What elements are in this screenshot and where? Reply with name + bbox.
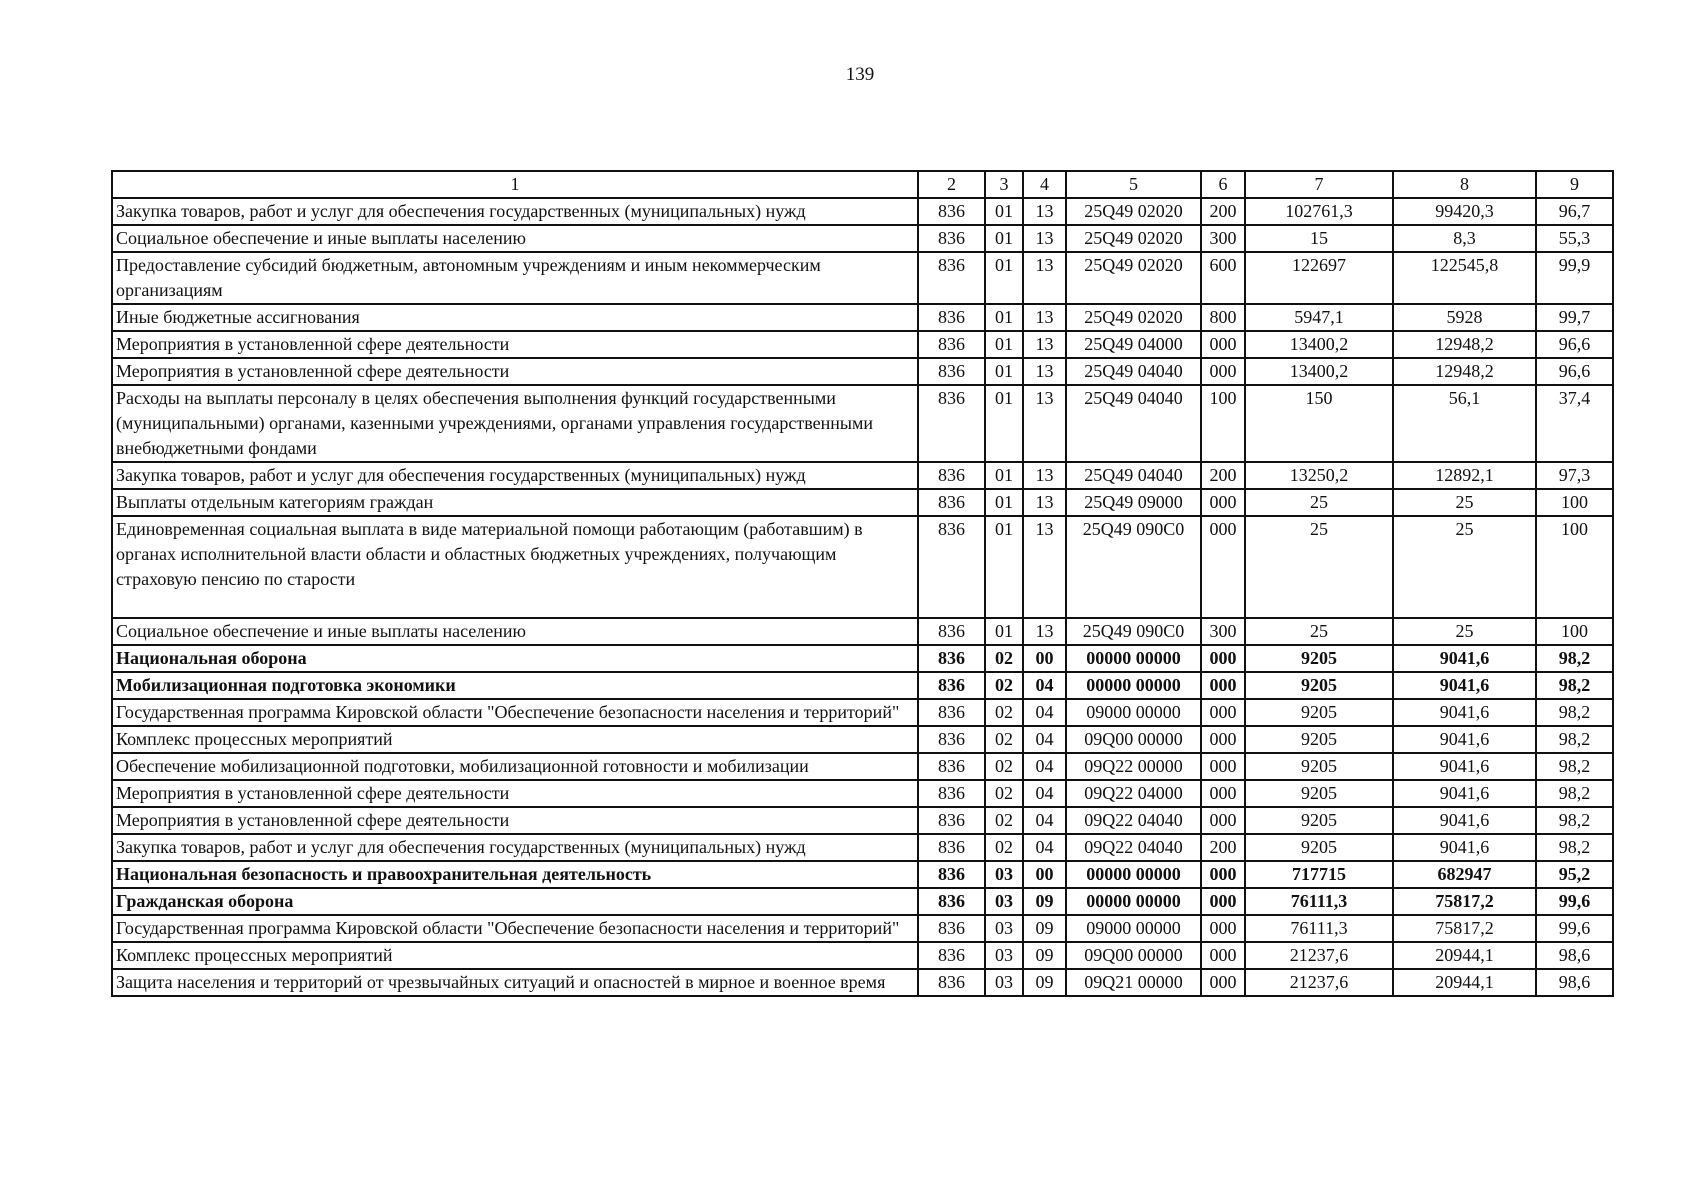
row-executed: 122545,8 <box>1393 252 1536 304</box>
header-col-8: 8 <box>1393 171 1536 198</box>
row-admin-code: 836 <box>918 645 985 672</box>
row-expense-type: 300 <box>1201 618 1245 645</box>
row-expense-type: 000 <box>1201 888 1245 915</box>
row-name: Комплекс процессных мероприятий <box>112 726 918 753</box>
row-admin-code: 836 <box>918 942 985 969</box>
row-admin-code: 836 <box>918 807 985 834</box>
row-executed: 5928 <box>1393 304 1536 331</box>
table-body <box>112 198 1613 996</box>
row-percent: 96,7 <box>1536 198 1613 225</box>
row-target-article: 09Q22 04040 <box>1066 807 1201 834</box>
row-executed: 9041,6 <box>1393 834 1536 861</box>
row-planned: 25 <box>1245 489 1393 516</box>
table-row <box>112 753 1613 780</box>
row-expense-type: 000 <box>1201 645 1245 672</box>
row-name: Социальное обеспечение и иные выплаты населению <box>112 225 918 252</box>
row-expense-type: 000 <box>1201 331 1245 358</box>
header-col-2: 2 <box>918 171 985 198</box>
row-expense-type: 000 <box>1201 516 1245 618</box>
row-section: 01 <box>985 331 1023 358</box>
table-row <box>112 888 1613 915</box>
row-percent: 98,2 <box>1536 780 1613 807</box>
row-executed: 25 <box>1393 618 1536 645</box>
row-section: 01 <box>985 252 1023 304</box>
row-expense-type: 000 <box>1201 699 1245 726</box>
row-subsection: 13 <box>1023 489 1066 516</box>
row-subsection: 13 <box>1023 462 1066 489</box>
row-subsection: 09 <box>1023 915 1066 942</box>
row-expense-type: 000 <box>1201 489 1245 516</box>
row-percent: 98,6 <box>1536 942 1613 969</box>
row-executed: 12948,2 <box>1393 331 1536 358</box>
table-row <box>112 516 1613 618</box>
row-executed: 20944,1 <box>1393 942 1536 969</box>
row-planned: 122697 <box>1245 252 1393 304</box>
row-expense-type: 200 <box>1201 198 1245 225</box>
row-target-article: 09Q00 00000 <box>1066 942 1201 969</box>
row-subsection: 04 <box>1023 780 1066 807</box>
row-planned: 21237,6 <box>1245 969 1393 996</box>
row-admin-code: 836 <box>918 331 985 358</box>
row-section: 02 <box>985 645 1023 672</box>
row-subsection: 04 <box>1023 672 1066 699</box>
row-percent: 96,6 <box>1536 358 1613 385</box>
row-expense-type: 000 <box>1201 915 1245 942</box>
row-section: 01 <box>985 618 1023 645</box>
row-executed: 9041,6 <box>1393 753 1536 780</box>
row-section: 02 <box>985 699 1023 726</box>
row-section: 02 <box>985 672 1023 699</box>
row-expense-type: 000 <box>1201 807 1245 834</box>
row-target-article: 00000 00000 <box>1066 645 1201 672</box>
row-name: Мобилизационная подготовка экономики <box>112 672 918 699</box>
row-name: Закупка товаров, работ и услуг для обеспечения государственных (муниципальных) нужд <box>112 462 918 489</box>
row-admin-code: 836 <box>918 780 985 807</box>
row-expense-type: 000 <box>1201 969 1245 996</box>
row-executed: 9041,6 <box>1393 645 1536 672</box>
row-admin-code: 836 <box>918 462 985 489</box>
row-executed: 9041,6 <box>1393 672 1536 699</box>
row-percent: 98,2 <box>1536 753 1613 780</box>
table-row <box>112 861 1613 888</box>
row-executed: 99420,3 <box>1393 198 1536 225</box>
row-subsection: 13 <box>1023 331 1066 358</box>
row-planned: 13400,2 <box>1245 358 1393 385</box>
row-target-article: 25Q49 04040 <box>1066 462 1201 489</box>
row-section: 01 <box>985 516 1023 618</box>
row-subsection: 09 <box>1023 969 1066 996</box>
row-section: 02 <box>985 780 1023 807</box>
row-planned: 76111,3 <box>1245 888 1393 915</box>
row-target-article: 09Q22 04000 <box>1066 780 1201 807</box>
row-name: Предоставление субсидий бюджетным, автономным учреждениям и иным некоммерческим организациям <box>112 252 918 304</box>
row-expense-type: 000 <box>1201 861 1245 888</box>
row-subsection: 09 <box>1023 888 1066 915</box>
row-subsection: 00 <box>1023 861 1066 888</box>
row-executed: 12948,2 <box>1393 358 1536 385</box>
table-row <box>112 331 1613 358</box>
row-subsection: 09 <box>1023 942 1066 969</box>
row-admin-code: 836 <box>918 726 985 753</box>
table-row <box>112 385 1613 462</box>
row-admin-code: 836 <box>918 699 985 726</box>
table-row <box>112 969 1613 996</box>
row-planned: 25 <box>1245 516 1393 618</box>
row-section: 01 <box>985 304 1023 331</box>
row-admin-code: 836 <box>918 304 985 331</box>
row-name: Мероприятия в установленной сфере деятельности <box>112 358 918 385</box>
table-header <box>112 171 1613 198</box>
row-expense-type: 800 <box>1201 304 1245 331</box>
row-subsection: 13 <box>1023 252 1066 304</box>
row-percent: 55,3 <box>1536 225 1613 252</box>
row-subsection: 13 <box>1023 385 1066 462</box>
row-planned: 9205 <box>1245 672 1393 699</box>
row-target-article: 09000 00000 <box>1066 699 1201 726</box>
row-planned: 13250,2 <box>1245 462 1393 489</box>
row-expense-type: 000 <box>1201 672 1245 699</box>
row-executed: 25 <box>1393 516 1536 618</box>
row-percent: 100 <box>1536 618 1613 645</box>
row-admin-code: 836 <box>918 225 985 252</box>
row-admin-code: 836 <box>918 618 985 645</box>
row-target-article: 09Q22 00000 <box>1066 753 1201 780</box>
row-section: 01 <box>985 225 1023 252</box>
row-name: Национальная оборона <box>112 645 918 672</box>
row-expense-type: 000 <box>1201 942 1245 969</box>
table-row <box>112 726 1613 753</box>
row-subsection: 04 <box>1023 834 1066 861</box>
row-section: 02 <box>985 807 1023 834</box>
row-admin-code: 836 <box>918 969 985 996</box>
row-percent: 100 <box>1536 516 1613 618</box>
row-executed: 8,3 <box>1393 225 1536 252</box>
row-subsection: 04 <box>1023 807 1066 834</box>
row-subsection: 13 <box>1023 225 1066 252</box>
table-row <box>112 198 1613 225</box>
row-subsection: 13 <box>1023 198 1066 225</box>
row-expense-type: 000 <box>1201 358 1245 385</box>
row-executed: 682947 <box>1393 861 1536 888</box>
row-name: Единовременная социальная выплата в виде материальной помощи работающим (работавшим) в органах исполнительной власти области и областных бюджетных учреждениях, получающим страховую пенсию по старости <box>112 516 918 618</box>
row-executed: 25 <box>1393 489 1536 516</box>
table-row <box>112 618 1613 645</box>
row-target-article: 09Q22 04040 <box>1066 834 1201 861</box>
row-admin-code: 836 <box>918 834 985 861</box>
row-name: Закупка товаров, работ и услуг для обеспечения государственных (муниципальных) нужд <box>112 198 918 225</box>
row-name: Мероприятия в установленной сфере деятельности <box>112 780 918 807</box>
row-expense-type: 300 <box>1201 225 1245 252</box>
row-section: 03 <box>985 942 1023 969</box>
table-row <box>112 699 1613 726</box>
row-expense-type: 200 <box>1201 834 1245 861</box>
row-target-article: 25Q49 04040 <box>1066 358 1201 385</box>
row-admin-code: 836 <box>918 385 985 462</box>
row-target-article: 25Q49 02020 <box>1066 225 1201 252</box>
row-target-article: 09000 00000 <box>1066 915 1201 942</box>
row-planned: 9205 <box>1245 726 1393 753</box>
row-target-article: 25Q49 090C0 <box>1066 618 1201 645</box>
row-executed: 9041,6 <box>1393 726 1536 753</box>
table-row <box>112 225 1613 252</box>
row-section: 01 <box>985 385 1023 462</box>
row-section: 02 <box>985 726 1023 753</box>
row-section: 03 <box>985 969 1023 996</box>
page-number: 139 <box>845 64 875 85</box>
header-col-6: 6 <box>1201 171 1245 198</box>
table-row <box>112 304 1613 331</box>
row-name: Государственная программа Кировской области "Обеспечение безопасности населения и территорий" <box>112 915 918 942</box>
table-row <box>112 645 1613 672</box>
row-name: Иные бюджетные ассигнования <box>112 304 918 331</box>
row-executed: 75817,2 <box>1393 888 1536 915</box>
row-planned: 13400,2 <box>1245 331 1393 358</box>
row-admin-code: 836 <box>918 489 985 516</box>
row-name: Государственная программа Кировской области "Обеспечение безопасности населения и территорий" <box>112 699 918 726</box>
row-planned: 9205 <box>1245 753 1393 780</box>
row-percent: 99,6 <box>1536 915 1613 942</box>
row-percent: 98,2 <box>1536 672 1613 699</box>
table-row <box>112 358 1613 385</box>
row-admin-code: 836 <box>918 672 985 699</box>
row-subsection: 04 <box>1023 699 1066 726</box>
row-expense-type: 000 <box>1201 726 1245 753</box>
row-name: Социальное обеспечение и иные выплаты населению <box>112 618 918 645</box>
row-target-article: 25Q49 090C0 <box>1066 516 1201 618</box>
row-percent: 99,7 <box>1536 304 1613 331</box>
row-name: Расходы на выплаты персоналу в целях обеспечения выполнения функций государственными (муниципальными) органами, казенными учреждениями, органами управления государственными внебюджетными фондами <box>112 385 918 462</box>
row-name: Защита населения и территорий от чрезвычайных ситуаций и опасностей в мирное и военное время <box>112 969 918 996</box>
row-expense-type: 000 <box>1201 780 1245 807</box>
table-row <box>112 834 1613 861</box>
row-section: 03 <box>985 861 1023 888</box>
row-section: 01 <box>985 489 1023 516</box>
row-executed: 9041,6 <box>1393 699 1536 726</box>
row-percent: 100 <box>1536 489 1613 516</box>
header-col-7: 7 <box>1245 171 1393 198</box>
row-name: Мероприятия в установленной сфере деятельности <box>112 807 918 834</box>
row-expense-type: 200 <box>1201 462 1245 489</box>
row-expense-type: 000 <box>1201 753 1245 780</box>
row-target-article: 25Q49 02020 <box>1066 252 1201 304</box>
row-admin-code: 836 <box>918 252 985 304</box>
row-planned: 9205 <box>1245 807 1393 834</box>
row-target-article: 25Q49 02020 <box>1066 304 1201 331</box>
row-percent: 95,2 <box>1536 861 1613 888</box>
budget-table <box>111 170 1614 997</box>
row-planned: 76111,3 <box>1245 915 1393 942</box>
row-target-article: 25Q49 09000 <box>1066 489 1201 516</box>
row-planned: 5947,1 <box>1245 304 1393 331</box>
table-row <box>112 252 1613 304</box>
table-row <box>112 915 1613 942</box>
row-name: Обеспечение мобилизационной подготовки, мобилизационной готовности и мобилизации <box>112 753 918 780</box>
row-admin-code: 836 <box>918 861 985 888</box>
row-section: 01 <box>985 358 1023 385</box>
row-planned: 21237,6 <box>1245 942 1393 969</box>
table-row <box>112 672 1613 699</box>
row-section: 03 <box>985 888 1023 915</box>
row-percent: 98,2 <box>1536 645 1613 672</box>
row-target-article: 25Q49 04040 <box>1066 385 1201 462</box>
row-name: Мероприятия в установленной сфере деятельности <box>112 331 918 358</box>
header-col-3: 3 <box>985 171 1023 198</box>
row-planned: 15 <box>1245 225 1393 252</box>
row-planned: 9205 <box>1245 645 1393 672</box>
row-target-article: 00000 00000 <box>1066 672 1201 699</box>
row-expense-type: 100 <box>1201 385 1245 462</box>
row-subsection: 13 <box>1023 516 1066 618</box>
row-percent: 96,6 <box>1536 331 1613 358</box>
row-name: Закупка товаров, работ и услуг для обеспечения государственных (муниципальных) нужд <box>112 834 918 861</box>
row-section: 03 <box>985 915 1023 942</box>
row-name: Гражданская оборона <box>112 888 918 915</box>
row-admin-code: 836 <box>918 888 985 915</box>
row-name: Выплаты отдельным категориям граждан <box>112 489 918 516</box>
row-subsection: 13 <box>1023 304 1066 331</box>
row-executed: 9041,6 <box>1393 780 1536 807</box>
row-target-article: 00000 00000 <box>1066 888 1201 915</box>
row-planned: 717715 <box>1245 861 1393 888</box>
row-percent: 97,3 <box>1536 462 1613 489</box>
row-planned: 150 <box>1245 385 1393 462</box>
row-subsection: 00 <box>1023 645 1066 672</box>
row-expense-type: 600 <box>1201 252 1245 304</box>
row-section: 01 <box>985 198 1023 225</box>
row-percent: 98,2 <box>1536 834 1613 861</box>
row-planned: 9205 <box>1245 699 1393 726</box>
row-name: Комплекс процессных мероприятий <box>112 942 918 969</box>
row-target-article: 09Q21 00000 <box>1066 969 1201 996</box>
row-target-article: 25Q49 02020 <box>1066 198 1201 225</box>
row-target-article: 25Q49 04000 <box>1066 331 1201 358</box>
row-target-article: 09Q00 00000 <box>1066 726 1201 753</box>
row-subsection: 13 <box>1023 618 1066 645</box>
table-row <box>112 942 1613 969</box>
row-executed: 56,1 <box>1393 385 1536 462</box>
row-admin-code: 836 <box>918 516 985 618</box>
row-admin-code: 836 <box>918 198 985 225</box>
row-admin-code: 836 <box>918 915 985 942</box>
table-row <box>112 462 1613 489</box>
row-percent: 98,6 <box>1536 969 1613 996</box>
header-row <box>112 171 1613 198</box>
table-row <box>112 489 1613 516</box>
row-admin-code: 836 <box>918 358 985 385</box>
header-col-9: 9 <box>1536 171 1613 198</box>
table-row <box>112 780 1613 807</box>
row-percent: 99,9 <box>1536 252 1613 304</box>
row-planned: 9205 <box>1245 834 1393 861</box>
row-percent: 98,2 <box>1536 807 1613 834</box>
row-percent: 98,2 <box>1536 699 1613 726</box>
row-planned: 9205 <box>1245 780 1393 807</box>
row-name: Национальная безопасность и правоохранительная деятельность <box>112 861 918 888</box>
row-executed: 75817,2 <box>1393 915 1536 942</box>
row-percent: 99,6 <box>1536 888 1613 915</box>
row-percent: 98,2 <box>1536 726 1613 753</box>
row-planned: 102761,3 <box>1245 198 1393 225</box>
row-subsection: 04 <box>1023 726 1066 753</box>
header-col-5: 5 <box>1066 171 1201 198</box>
row-executed: 12892,1 <box>1393 462 1536 489</box>
row-executed: 9041,6 <box>1393 807 1536 834</box>
row-admin-code: 836 <box>918 753 985 780</box>
row-executed: 20944,1 <box>1393 969 1536 996</box>
row-section: 02 <box>985 834 1023 861</box>
header-col-4: 4 <box>1023 171 1066 198</box>
row-target-article: 00000 00000 <box>1066 861 1201 888</box>
row-subsection: 13 <box>1023 358 1066 385</box>
row-subsection: 04 <box>1023 753 1066 780</box>
row-section: 02 <box>985 753 1023 780</box>
row-planned: 25 <box>1245 618 1393 645</box>
table-row <box>112 807 1613 834</box>
header-col-1: 1 <box>112 171 918 198</box>
row-percent: 37,4 <box>1536 385 1613 462</box>
row-section: 01 <box>985 462 1023 489</box>
